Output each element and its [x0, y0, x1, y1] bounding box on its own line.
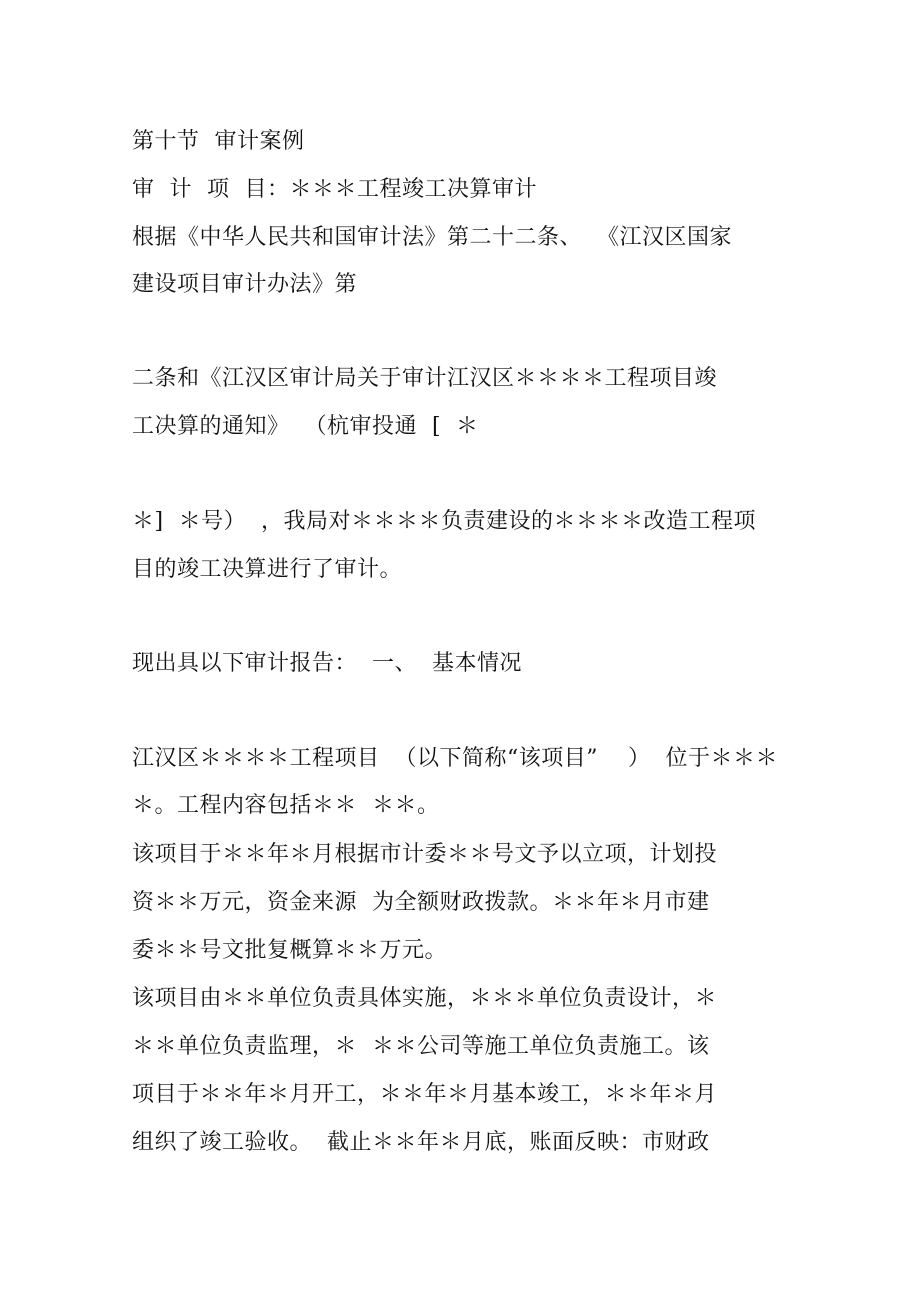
text-line: 根据《中华人民共和国审计法》第二十二条、 《江汉区国家	[132, 225, 732, 250]
text-line: 建设项目审计办法》第	[132, 272, 358, 297]
text-line: 二条和《江汉区审计局关于审计江汉区＊＊＊＊工程项目竣	[132, 366, 718, 391]
report-intro-line: 现出具以下审计报告： 一、 基本情况	[132, 651, 522, 676]
audit-project-line: 审 计 项 目：＊＊＊工程竣工决算审计	[132, 177, 537, 202]
text-line: 项目于＊＊年＊月开工，＊＊年＊月基本竣工，＊＊年＊月	[132, 1082, 718, 1107]
text-line: 委＊＊号文批复概算＊＊万元。	[132, 938, 448, 963]
text-line: 工决算的通知》 （杭审投通 [ ＊	[132, 414, 479, 439]
text-line: 该项目于＊＊年＊月根据市计委＊＊号文予以立项，计划投	[132, 842, 718, 867]
text-line: 该项目由＊＊单位负责具体实施，＊＊＊单位负责设计，＊	[132, 986, 718, 1011]
text-line: ＊。工程内容包括＊＊ ＊＊。	[132, 793, 440, 818]
text-line: 资＊＊万元，资金来源 为全额财政拨款。＊＊年＊月市建	[132, 890, 710, 915]
text-line: ＊＊单位负责监理，＊ ＊＊公司等施工单位负责施工。该	[132, 1034, 710, 1059]
text-line: 组织了竣工验收。 截止＊＊年＊月底，账面反映：市财政	[132, 1130, 710, 1155]
section-heading: 第十节 审计案例	[132, 129, 305, 154]
text-line: ＊] ＊号） ，我局对＊＊＊＊负责建设的＊＊＊＊改造工程项	[132, 509, 757, 534]
text-line: 目的竣工决算进行了审计。	[132, 557, 403, 582]
text-line: 江汉区＊＊＊＊工程项目 （以下简称“该项目” ） 位于＊＊＊	[132, 746, 778, 771]
